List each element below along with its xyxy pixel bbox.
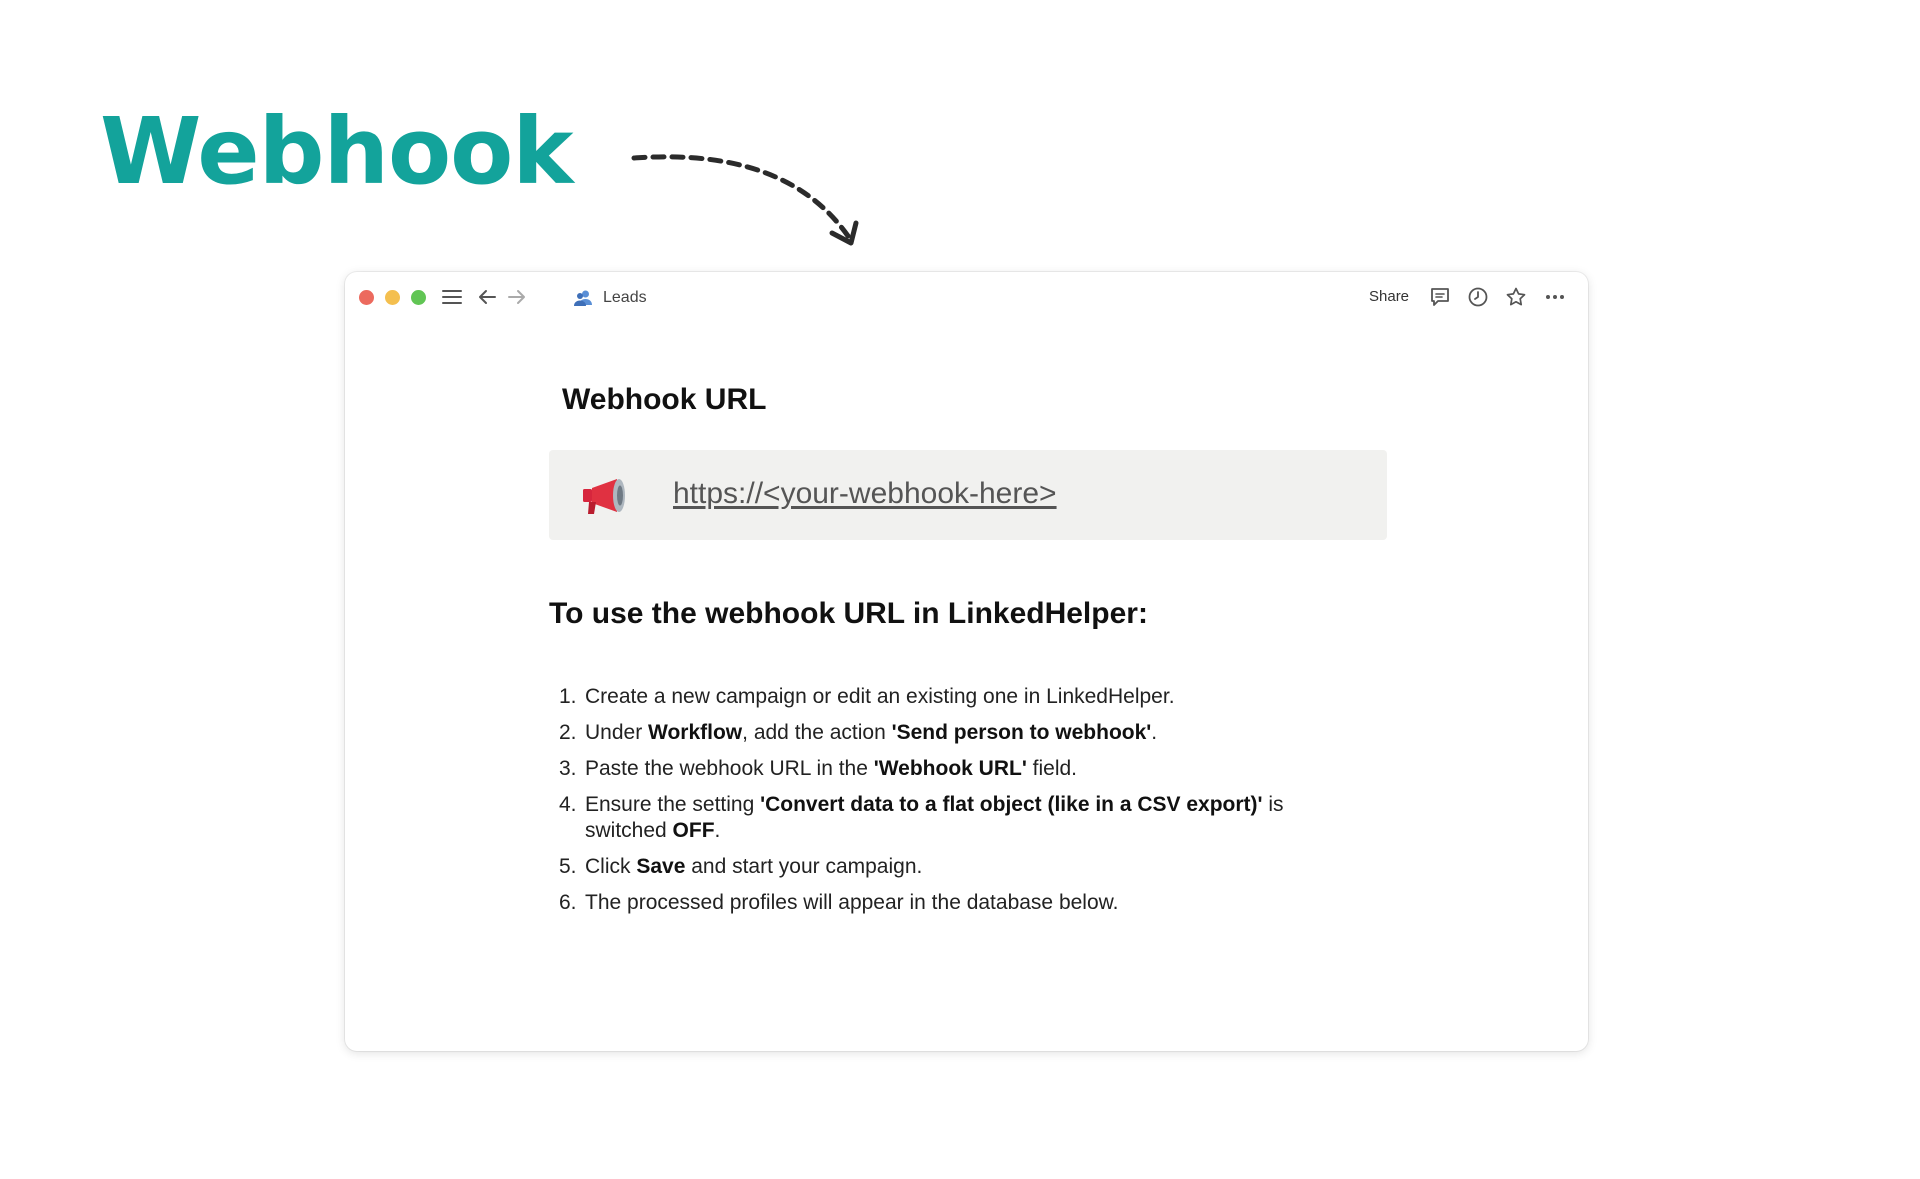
step-text: Click	[585, 855, 637, 878]
instruction-step	[549, 792, 1369, 844]
close-window-button[interactable]	[359, 290, 374, 305]
breadcrumb-label: Leads	[603, 289, 647, 306]
step-number: 1.	[559, 685, 577, 708]
instructions-heading: To use the webhook URL in LinkedHelper:	[549, 597, 1148, 630]
history-icon[interactable]	[1466, 285, 1490, 309]
minimize-window-button[interactable]	[385, 290, 400, 305]
step-number: 3.	[559, 757, 577, 780]
step-text: .	[1151, 721, 1158, 744]
instruction-step	[549, 756, 1369, 782]
app-window	[345, 272, 1588, 1051]
step-text: is switched	[585, 793, 1284, 842]
back-arrow-icon[interactable]	[475, 285, 499, 309]
step-text: Create a new campaign or edit an existing one in LinkedHelper.	[585, 685, 1175, 708]
instruction-step	[549, 854, 1369, 880]
star-icon[interactable]	[1504, 285, 1528, 309]
step-number: 5.	[559, 855, 577, 878]
step-emphasis: Workflow	[648, 721, 743, 744]
megaphone-icon	[579, 475, 633, 517]
instruction-step	[549, 720, 1369, 746]
step-emphasis: Save	[636, 855, 686, 878]
window-toolbar	[345, 272, 1588, 322]
webhook-url-heading: Webhook URL	[562, 383, 767, 416]
step-text: Paste the webhook URL in the	[585, 757, 874, 780]
step-text: and start your campaign.	[685, 855, 923, 878]
share-button[interactable]: Share	[1369, 288, 1410, 305]
dashed-arrow-icon	[610, 140, 870, 260]
forward-arrow-icon[interactable]	[505, 285, 529, 309]
step-number: 2.	[559, 721, 577, 744]
more-icon[interactable]	[1543, 285, 1567, 309]
step-text: Ensure the setting	[585, 793, 761, 816]
step-text: field.	[1026, 757, 1078, 780]
webhook-url-callout	[549, 450, 1387, 540]
step-number: 4.	[559, 793, 577, 816]
instruction-step	[549, 890, 1369, 916]
step-emphasis: 'Send person to webhook'	[891, 721, 1152, 744]
step-text: Under	[585, 721, 649, 744]
step-text: .	[714, 819, 721, 842]
step-emphasis: 'Convert data to a flat object (like in a CSV export)'	[760, 793, 1263, 816]
instruction-step	[549, 684, 1369, 710]
instructions-list	[549, 684, 1369, 926]
step-emphasis: 'Webhook URL'	[873, 757, 1027, 780]
maximize-window-button[interactable]	[411, 290, 426, 305]
menu-icon[interactable]	[440, 285, 464, 309]
step-text: The processed profiles will appear in the database below.	[585, 891, 1119, 914]
webhook-url-link[interactable]: https://<your-webhook-here>	[673, 477, 1057, 510]
people-icon	[573, 288, 593, 308]
step-text: , add the action	[742, 721, 892, 744]
hero-title: Webhook	[100, 98, 573, 205]
step-number: 6.	[559, 891, 577, 914]
step-emphasis: OFF	[672, 819, 715, 842]
breadcrumb[interactable]	[573, 288, 647, 308]
comment-icon[interactable]	[1428, 285, 1452, 309]
